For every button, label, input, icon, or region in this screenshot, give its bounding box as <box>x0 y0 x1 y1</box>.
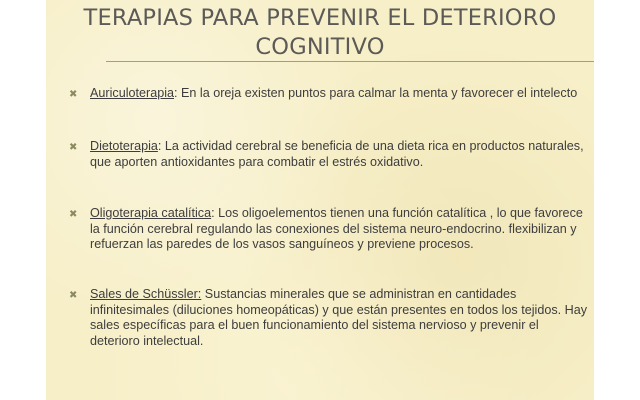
description-auriculoterapia: : En la oreja existen puntos para calmar la menta y favorecer el intelecto <box>174 86 578 100</box>
slide-title-line-1: TERAPIAS PARA PREVENIR EL DETERIORO <box>83 5 557 31</box>
x-bullet-icon: ✖ <box>69 290 78 301</box>
description-sales-schussler: Sustancias minerales que se administran en cantidades infinitesimales (diluciones homeopáticas) y que están presentes en todos los tejidos. Hay sales específicas para el buen funcionamiento del sistema nervioso y prevenir el deterioro intelectual. <box>90 287 588 348</box>
term-dietoterapia: Dietoterapia <box>90 139 158 153</box>
x-bullet-icon: ✖ <box>69 209 78 220</box>
term-oligoterapia: Oligoterapia catalítica <box>90 206 212 220</box>
x-bullet-icon: ✖ <box>69 89 78 100</box>
x-bullet-icon: ✖ <box>69 142 78 153</box>
description-oligoterapia: : Los oligoelementos tienen una función catalítica , lo que favorece la función cerebral regulando las conexiones del sistema neuro-endocrino. flexibilizan y refuerzan las paredes de los vasos sanguíneos y previene procesos. <box>90 206 583 252</box>
description-dietoterapia: : La actividad cerebral se beneficia de una dieta rica en productos naturales, que aporten antioxidantes para combatir el estrés oxidativo. <box>90 139 584 169</box>
slide-title-line-2: COGNITIVO <box>255 34 385 60</box>
title-divider <box>106 61 594 62</box>
term-sales-schussler: Sales de Schüssler: <box>90 287 202 301</box>
slide <box>46 0 594 400</box>
term-auriculoterapia: Auriculoterapia <box>90 86 175 100</box>
